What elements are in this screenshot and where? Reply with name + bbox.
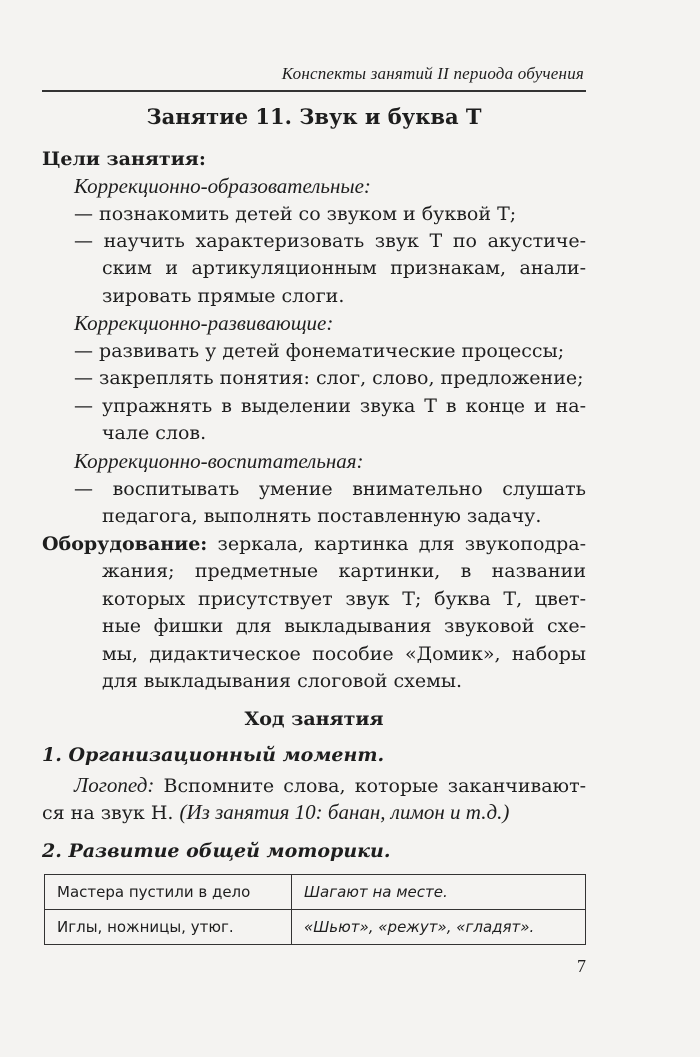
movement-table [44,874,586,945]
equipment-label: Оборудование: [42,533,208,555]
speech-note: (Из занятия 10: банан, лимон и т.д.) [179,800,510,824]
goal-item-line: чале слов. [102,422,207,444]
step-1-line [74,772,586,799]
equipment-line: жания; предметные картинки, в названии [102,560,586,582]
goal-item-line: — научить характеризовать звук Т по акустиче- [74,230,586,252]
goal-item-line: педагога, выполнять поставленную задачу. [102,505,542,527]
goals-heading: Цели занятия: [42,148,206,170]
subsection-label-educational: Коррекционно-образовательные: [74,174,371,198]
table-row [45,875,586,910]
goal-item-line: — познакомить детей со звуком и буквой Т; [74,203,517,225]
goal-item-line: — воспитывать умение внимательно слушать [74,478,586,500]
subsection-label-upbringing: Коррекционно-воспитательная: [74,449,364,473]
table-row [45,910,586,945]
equipment-line: которых присутствует звук Т; буква Т, цвет- [102,588,586,610]
table-cell-action: Шагают на месте. [292,875,586,910]
equipment-line: зеркала, картинка для звукоподра- [207,533,586,555]
goal-item-line: — упражнять в выделении звука Т в конце и на- [74,395,586,417]
speech-text: Вспомните слова, которые заканчивают- [154,775,586,797]
equipment-first-line [42,531,586,557]
goal-item-line: — закреплять понятия: слог, слово, предложение; [74,367,584,389]
step-1-title: 1. Организационный момент. [42,744,385,766]
equipment-line: ные фишки для выкладывания звуковой схе- [102,615,586,637]
table-cell-verse: Мастера пустили в дело [45,875,292,910]
goal-item-line: ским и артикуляционным признакам, анали- [102,257,586,279]
step-2-title: 2. Развитие общей моторики. [42,840,391,862]
running-head: Конспекты занятий II периода обучения [281,64,584,83]
goal-item-line: — развивать у детей фонематические процессы; [74,340,565,362]
equipment-line: мы, дидактическое пособие «Домик», наборы [102,643,586,665]
subsection-label-developing: Коррекционно-развивающие: [74,311,334,335]
lesson-title: Занятие 11. Звук и буква Т [146,104,482,129]
goal-item-line: зировать прямые слоги. [102,285,345,307]
page-number: 7 [577,956,586,976]
equipment-line: для выкладывания слоговой схемы. [102,670,463,692]
speech-text: ся на звук Н. [42,802,180,824]
table-cell-verse: Иглы, ножницы, утюг. [45,910,292,945]
step-1-line [42,799,509,826]
table-cell-action: «Шьют», «режут», «гладят». [292,910,586,945]
course-heading: Ход занятия [244,708,384,730]
speaker-label: Логопед: [74,773,155,797]
header-rule [42,90,586,92]
